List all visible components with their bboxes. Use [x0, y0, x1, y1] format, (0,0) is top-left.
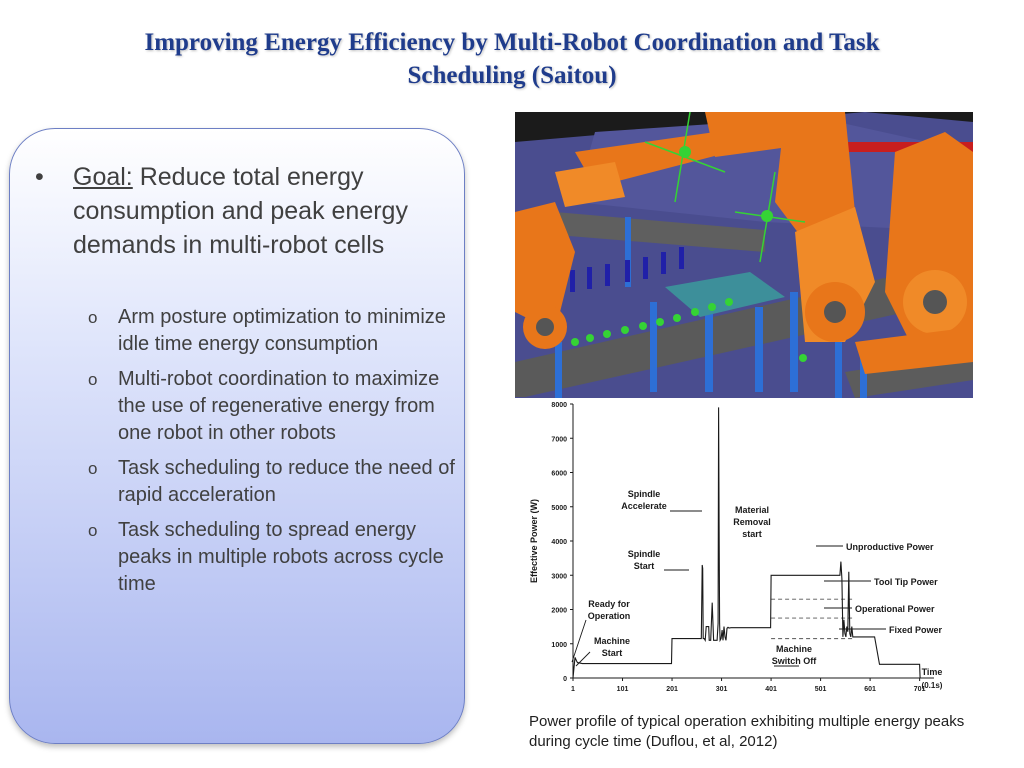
sub-bullet-text: Task scheduling to spread energy peaks in multiple robots across cycle time [118, 519, 444, 595]
annotation-label: Fixed Power [889, 625, 943, 635]
sub-bullet-marker: o [88, 308, 98, 327]
sub-bullet-item [88, 304, 458, 358]
annotation-label: Start [601, 648, 623, 658]
y-tick-label: 2000 [551, 607, 567, 615]
y-tick-label: 1000 [551, 641, 567, 649]
annotation-label: Unproductive Power [846, 542, 934, 552]
annotation-label: Machine [593, 636, 631, 646]
y-axis-label: Effective Power (W) [529, 498, 539, 584]
power-profile-chart [524, 400, 960, 702]
x-tick-label: 201 [666, 686, 678, 693]
title-line-1: Improving Energy Efficiency by Multi-Robot Coordination and Task [144, 29, 880, 56]
annotation-label: Tool Tip Power [874, 577, 938, 587]
goal-label: Goal: [73, 163, 133, 191]
x-axis-label-line1: Time [921, 667, 943, 677]
sub-bullet-marker: o [88, 521, 98, 540]
sub-bullet-marker: o [88, 459, 98, 478]
annotation-label: Accelerate [621, 501, 667, 511]
y-tick-label: 7000 [551, 436, 567, 444]
annotation-label: Spindle [627, 549, 661, 559]
annotation-label: Machine [775, 644, 813, 654]
goal-text: Reduce total energy consumption and peak energy demands in multi-robot cells [73, 163, 408, 259]
x-tick-label: 301 [715, 686, 728, 693]
annotation-label: Removal [733, 517, 771, 527]
x-axis-label-line2: (0.1s) [921, 681, 943, 690]
annotation-label: Operational Power [855, 604, 935, 614]
chart-annotations [572, 489, 943, 666]
annotation-label: Operation [587, 611, 631, 621]
annotation-label: Material [734, 505, 770, 515]
sub-bullet-text: Multi-robot coordination to maximize the use of regenerative energy from one robot in other robots [118, 368, 440, 444]
annotation-label: Spindle [627, 489, 661, 499]
annotation-label: start [742, 529, 762, 539]
bullet-marker: • [35, 163, 44, 191]
x-tick-label: 701 [913, 686, 926, 693]
chart-reference-lines [771, 599, 852, 638]
sub-bullet-item [88, 366, 458, 447]
power-chart-svg [524, 400, 960, 702]
sub-bullet-item [88, 455, 458, 509]
sub-bullet-item [88, 517, 458, 598]
x-tick-label: 1 [571, 686, 575, 693]
annotation-label: Start [633, 561, 655, 571]
robot-cell-illustration [515, 112, 973, 398]
goal-text-block [73, 160, 453, 262]
robot-cell-image [515, 112, 973, 398]
y-tick-label: 4000 [551, 539, 567, 546]
y-tick-label: 6000 [551, 470, 567, 478]
sub-bullet-text: Task scheduling to reduce the need of rapid acceleration [118, 457, 455, 506]
y-tick-label: 5000 [551, 504, 567, 512]
x-tick-label: 601 [864, 686, 876, 693]
sub-bullet-list [88, 304, 458, 606]
y-tick-label: 8000 [551, 402, 567, 409]
sub-bullet-text: Arm posture optimization to minimize idle time energy consumption [118, 306, 446, 355]
chart-caption: Power profile of typical operation exhibiting multiple energy peaks during cycle time (Duflou, et al, 2012) [529, 713, 965, 750]
slide-title [40, 26, 984, 92]
x-tick-label: 101 [616, 686, 629, 693]
x-tick-label: 501 [814, 686, 827, 693]
annotation-label: Switch Off [771, 656, 817, 666]
sub-bullet-marker: o [88, 370, 98, 389]
x-tick-label: 401 [765, 686, 777, 693]
annotation-label: Ready for [588, 599, 630, 609]
y-tick-label: 0 [563, 676, 567, 683]
title-line-2: Scheduling (Saitou) [407, 62, 617, 89]
y-tick-label: 3000 [551, 573, 567, 581]
annotation-arrow [572, 620, 586, 662]
